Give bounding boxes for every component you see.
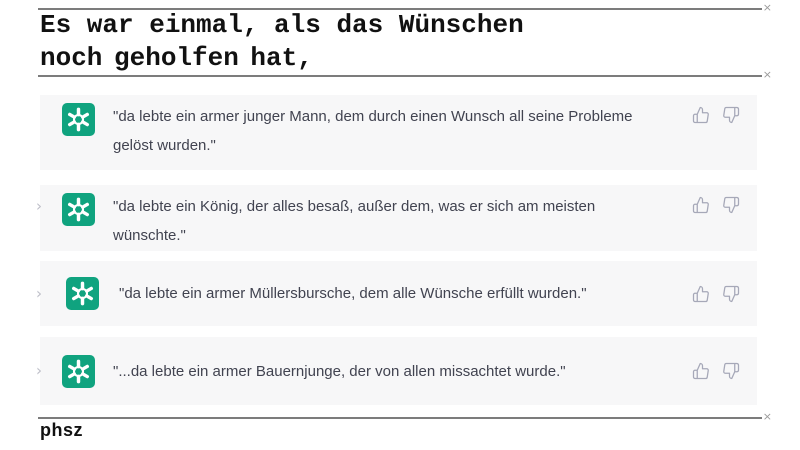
message-text-line: wünschte." [113,227,186,244]
message-text [113,192,595,250]
feedback-buttons [692,285,740,303]
thumbs-up-icon [692,106,710,124]
thumbs-up-icon [692,196,710,214]
message-text-line: gelöst wurden." [113,137,216,154]
thumbs-down-icon [722,362,740,380]
page-title [40,9,524,75]
feedback-buttons [692,196,740,214]
message-text-line: "da lebte ein König, der alles besaß, außer dem, was er sich am meisten [113,198,596,215]
thumbs-down-button[interactable] [722,196,740,214]
thumbs-down-icon [722,196,740,214]
thumbs-down-button[interactable] [722,285,740,303]
page-title-line2: noch geholfen hat, [40,43,313,73]
thumbs-down-button[interactable] [722,106,740,124]
thumbs-up-button[interactable] [692,196,710,214]
phsz-logo: phsz [40,420,84,440]
message-text [113,357,566,386]
chat-message-row [36,337,757,405]
message-text [119,279,587,308]
footer-rule [38,417,762,419]
thumbs-down-icon [722,106,740,124]
chatgpt-avatar-icon [62,103,95,136]
chat-message-row [36,185,757,251]
thumbs-down-button[interactable] [722,362,740,380]
message-text-line: "da lebte ein armer Müllersbursche, dem alle Wünsche erfüllt wurden." [119,285,587,302]
page-title-line1: Es war einmal, als das Wünschen [40,10,524,40]
chatgpt-avatar-icon [66,277,99,310]
thumbs-down-icon [722,285,740,303]
expand-chevron-icon[interactable]: › [36,197,42,215]
title-underline-rule [38,75,762,77]
thumbs-up-icon [692,362,710,380]
feedback-buttons [692,362,740,380]
chatgpt-avatar-icon [62,193,95,226]
chatgpt-avatar-icon [62,355,95,388]
message-text-line: "...da lebte ein armer Bauernjunge, der von allen missachtet wurde." [113,362,566,380]
message-text [113,102,633,160]
expand-chevron-icon[interactable]: › [36,361,42,380]
thumbs-up-button[interactable] [692,285,710,303]
chat-message-row [40,95,757,170]
feedback-buttons [692,106,740,124]
thumbs-up-button[interactable] [692,106,710,124]
message-text-line: "da lebte ein armer junger Mann, dem durch einen Wunsch all seine Probleme [113,108,633,125]
expand-chevron-icon[interactable]: › [36,284,42,302]
thumbs-up-button[interactable] [692,362,710,380]
thumbs-up-icon [692,285,710,303]
chat-message-row [36,261,757,326]
